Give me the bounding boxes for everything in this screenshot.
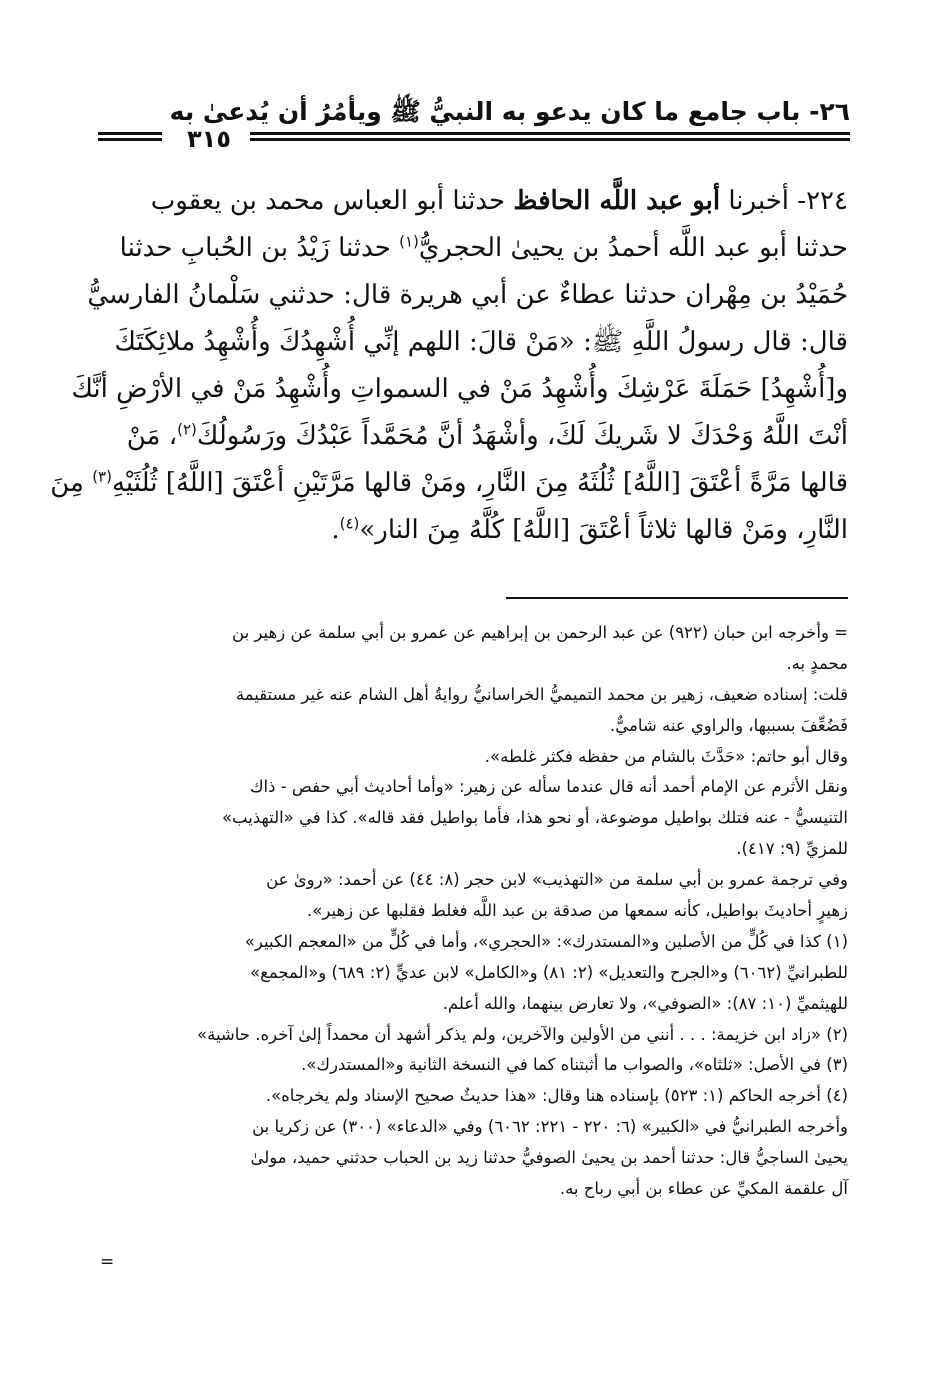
footnote-ref: (٢) bbox=[177, 420, 197, 439]
footnote-line: وفي ترجمة عمرو بن أبي سلمة من «التهذيب» لابن حجر (٨: ٤٤) عن أحمد: «روىٰ عن bbox=[266, 870, 848, 890]
footnotes bbox=[100, 618, 848, 1205]
footnote-line: التنيسيُّ - عنه فتلك بواطيل موضوعة، أو نحو هذا، فأما بواطيل فقد قاله». كذا في «التهذيب» bbox=[221, 808, 848, 828]
header-rule bbox=[250, 132, 850, 135]
footnote-line: فَضُعِّفَ بسببها، والراوي عنه شاميٌّ. bbox=[610, 715, 848, 735]
footnote-line: آل علقمة المكيِّ عن عطاء بن أبي رباح به. bbox=[559, 1179, 848, 1199]
narrator-name: أبو عبد اللَّه الحافظ bbox=[513, 186, 721, 216]
continuation-marker: = bbox=[100, 1252, 115, 1272]
footnote-line: (٤) أخرجه الحاكم (١: ٥٢٣) بإسناده هنا وقال: «هذا حديثٌ صحيح الإسناد ولم يخرجاه». bbox=[265, 1086, 848, 1106]
footnote-line: للطبرانيِّ (٦٠٦٢) و«الجرح والتعديل» (٢: ٨١) و«الكامل» لابن عديٍّ (٢: ٦٨٩) و«المجمع» bbox=[249, 962, 848, 982]
page-header bbox=[98, 92, 850, 152]
chapter-title: ٢٦- باب جامع ما كان يدعو به النبيُّ ﷺ ويأمُرُ أن يُدعىٰ به bbox=[169, 97, 850, 126]
hadith-line bbox=[100, 413, 848, 460]
footnote-line: (١) كذا في كُلٍّ من الأصلين و«المستدرك»: «الحجري»، وأما في كُلٍّ من «المعجم الكبير» bbox=[244, 931, 848, 951]
hadith-line bbox=[50, 460, 848, 507]
footnote-divider bbox=[506, 597, 848, 599]
hadith-line bbox=[100, 507, 848, 554]
text-run: حدثنا أبو عبد اللَّه أحمدُ بن يحيىٰ الحجريُّ bbox=[418, 233, 848, 263]
hadith-line: و[أُشْهِدُ] حَمَلَةَ عَرْشِكَ وأُشْهِدُ مَنْ في السمواتِ وأُشْهِدُ مَنْ في الأرْضِ أنَّكَ bbox=[71, 374, 848, 404]
footnote-line: وقال أبو حاتم: «حَدَّثَ بالشام من حفظه فكثر غلطه». bbox=[484, 746, 848, 766]
footnote-ref: (١) bbox=[399, 232, 419, 251]
footnote-line: زهيرٍ أحاديثَ بواطيل، كأنه سمعها من صدقة بن عبد اللَّه فغلط فقلبها عن زهير». bbox=[307, 901, 848, 921]
header-rule-short bbox=[98, 138, 162, 141]
text-run: حدثنا أبو العباس محمد بن يعقوب bbox=[150, 186, 514, 216]
footnote-ref: (٤) bbox=[339, 514, 360, 533]
footnote-line: قلت: إسناده ضعيف، زهير بن محمد التميميُّ الخراسانيُّ روايةُ أهل الشام عنه غير مستقيمة bbox=[235, 684, 848, 704]
text-run: قالها مَرَّةً أعْتَقَ [اللَّهُ] ثُلُثَهُ مِنَ النَّارِ، ومَنْ قالها مَرَّتَيْنِ أعْتَقَ [اللَّهُ] ثُلُثَيْهِ bbox=[111, 468, 848, 498]
text-run: أخبرنا bbox=[720, 186, 798, 216]
hadith-line: حُمَيْدُ بن مِهْران حدثنا عطاءٌ عن أبي هريرة قال: حدثني سَلْمانُ الفارسيُّ bbox=[87, 280, 848, 310]
header-rule bbox=[250, 138, 850, 141]
text-run: . bbox=[331, 515, 340, 545]
footnote-line: يحيىٰ الساجيُّ قال: حدثنا أحمد بن يحيىٰ الصوفيُّ حدثنا زيد بن الحباب حدثني حميد، مولىٰ bbox=[250, 1148, 848, 1168]
text-run: النَّارِ، ومَنْ قالها ثلاثاً أعْتَقَ [اللَّهُ] كُلَّهُ مِنَ النار» bbox=[359, 515, 848, 545]
hadith-line bbox=[100, 225, 848, 272]
page-number: ٣١٥ bbox=[187, 125, 231, 153]
header-rule-short bbox=[98, 132, 162, 135]
text-run: أنْتَ اللَّهُ وَحْدَكَ لا شَريكَ لَكَ، وأشْهَدُ أنَّ مُحَمَّداً عَبْدُكَ ورَسُولُكَ bbox=[196, 421, 848, 451]
hadith-line bbox=[100, 178, 848, 225]
hadith-number: ٢٢٤- bbox=[797, 186, 848, 216]
footnote-line: ونقل الأثرم عن الإمام أحمد أنه قال عندما سأله عن زهير: «وأما أحاديث أبي حفص - ذاك bbox=[249, 777, 848, 797]
text-run: حدثنا زَيْدُ بن الحُبابِ حدثنا bbox=[119, 233, 400, 263]
hadith-text bbox=[50, 178, 848, 554]
footnote-line: (٣) في الأصل: «ثلثاه»، والصواب ما أثبتناه كما في النسخة الثانية و«المستدرك». bbox=[301, 1055, 848, 1075]
hadith-line: قال: قال رسولُ اللَّهِ ﷺ: «مَنْ قالَ: اللهم إنِّي أُشْهِدُكَ وأُشْهِدُ ملائِكَتَكَ bbox=[114, 327, 848, 357]
footnote-line: وأخرجه الطبرانيُّ في «الكبير» (٦: ٢٢٠ - ٢٢١: ٦٠٦٢) وفي «الدعاء» (٣٠٠) عن زكريا بن bbox=[252, 1117, 848, 1137]
footnote-line: للهيثميِّ (١٠: ٨٧): «الصوفي»، ولا تعارض بينهما، والله أعلم. bbox=[442, 993, 848, 1013]
footnote-line: للمزيِّ (٩: ٤١٧). bbox=[736, 839, 848, 859]
footnote-line: محمدٍ به. bbox=[786, 653, 848, 673]
footnote-ref: (٣) bbox=[92, 467, 112, 486]
text-run: ، مَنْ bbox=[126, 421, 178, 451]
footnote-line: (٢) «زاد ابن خزيمة: . . . أنني من الأولين والآخرين، ولم يذكر أشهد أن محمداً إلىٰ آخره. حاشية» bbox=[197, 1024, 848, 1044]
text-run: مِنَ bbox=[50, 468, 93, 498]
footnote-line: = وأخرجه ابن حبان (٩٢٢) عن عبد الرحمن بن إبراهيم عن عمرو بن أبي سلمة عن زهير بن bbox=[232, 623, 848, 642]
